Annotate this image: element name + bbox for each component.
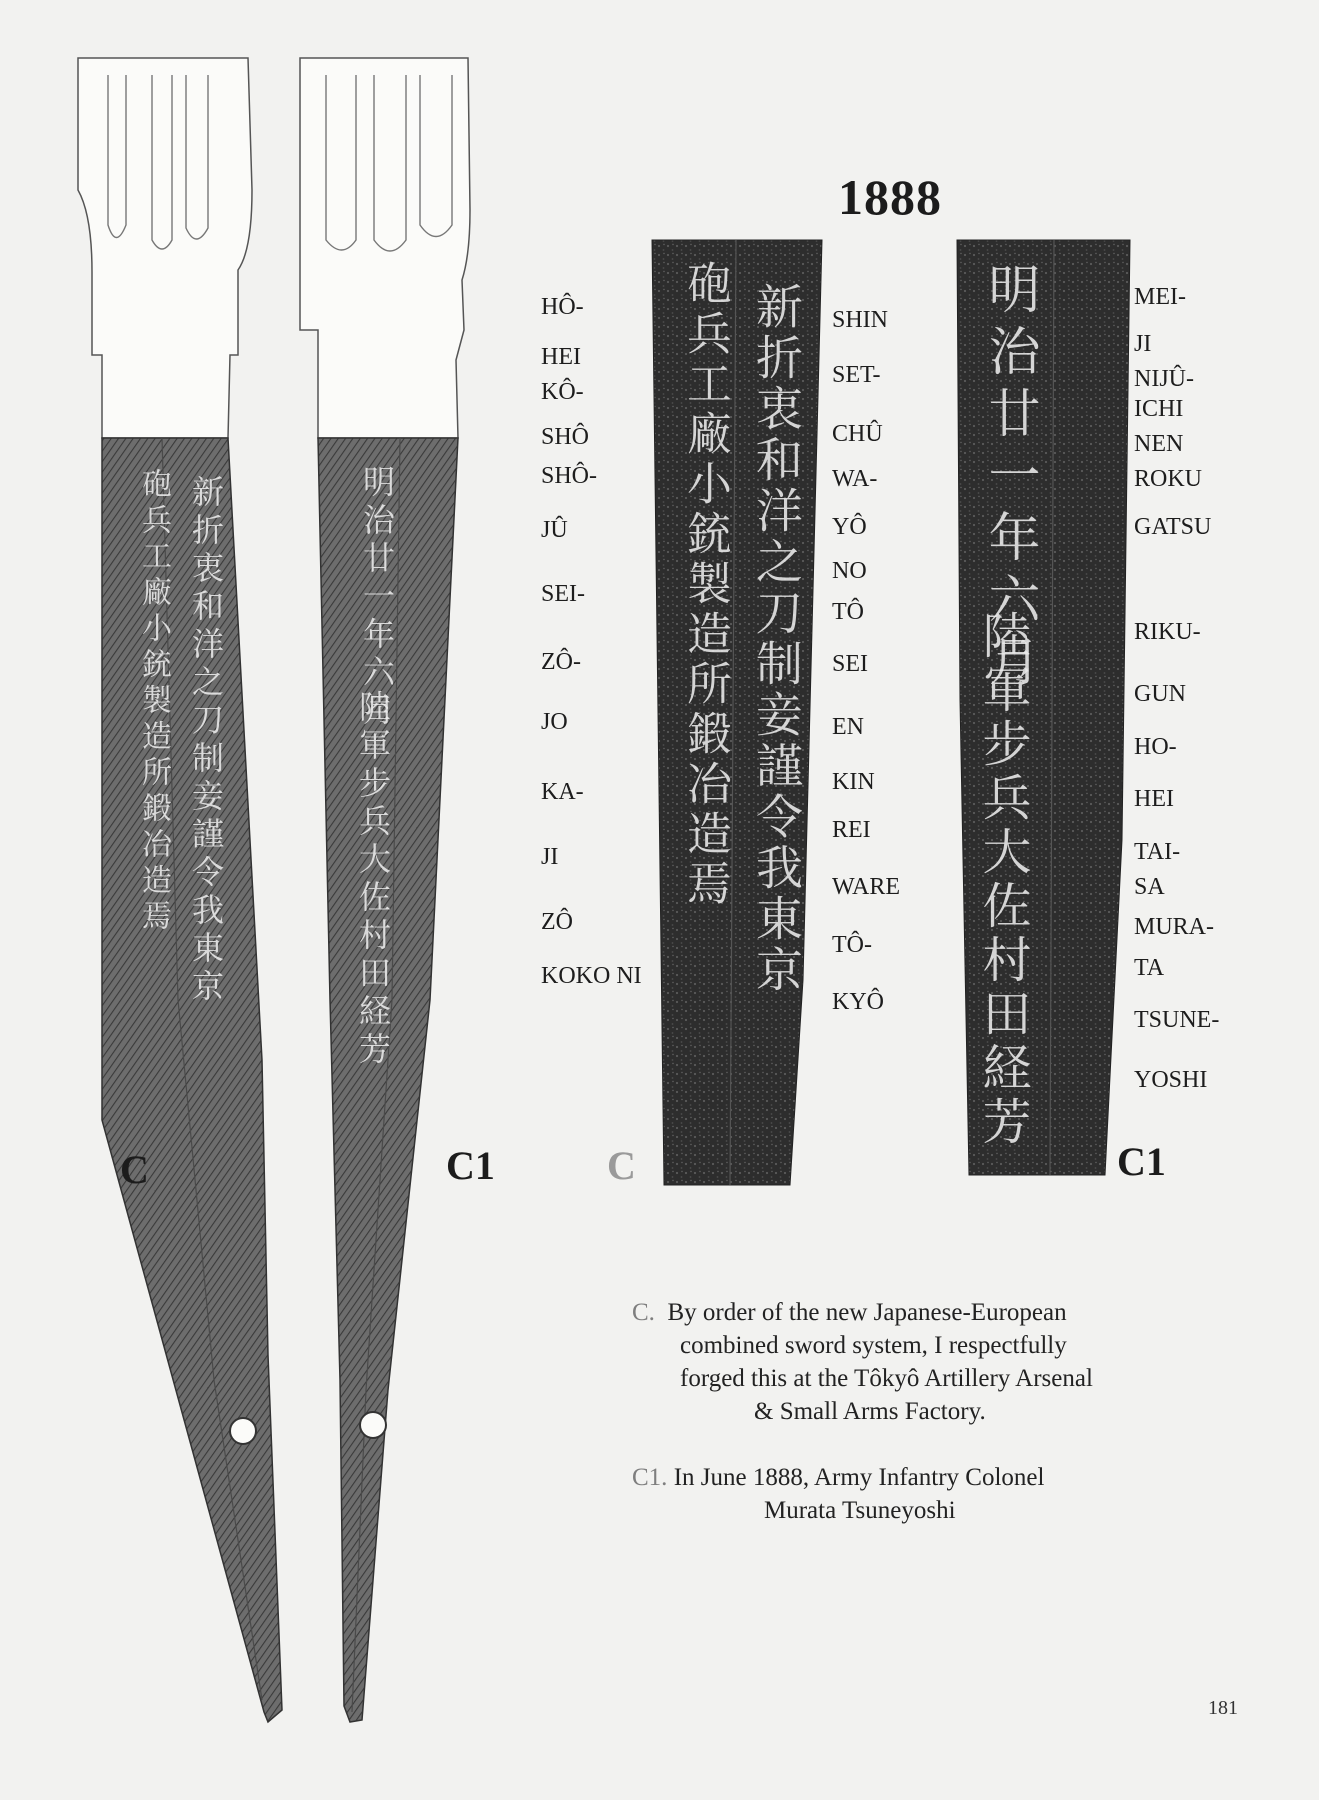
caption-c1 bbox=[632, 1461, 1152, 1527]
c-rubbing-right-column: 新折衷和洋之刀制妾謹令我東京 bbox=[748, 282, 803, 996]
mekugi-ana-c1 bbox=[360, 1412, 386, 1438]
caption-c-line: By order of the new Japanese-European bbox=[667, 1299, 1067, 1326]
label-tang-c1: C1 bbox=[446, 1143, 495, 1188]
caption-c-line: combined sword system, I respectfully bbox=[680, 1332, 1067, 1359]
reading-c1: HEI bbox=[1134, 786, 1174, 812]
c-inscription-right-tang: 新折衷和洋之刀制妾謹令我東京 bbox=[187, 475, 225, 1007]
reading-c-outer: SEI- bbox=[541, 581, 585, 607]
reading-c1: TSUNE- bbox=[1134, 1007, 1220, 1033]
c1-inscription-name-tang: 陸軍步兵大佐村田経芳 bbox=[354, 690, 392, 1070]
reading-c-outer: KA- bbox=[541, 779, 584, 805]
reading-c-inner: WARE bbox=[832, 874, 900, 900]
reading-c1: MEI- bbox=[1134, 284, 1186, 310]
reading-c-outer: JI bbox=[541, 844, 559, 870]
reading-c-inner: SEI bbox=[832, 651, 868, 677]
reading-c-inner: SHIN bbox=[832, 307, 889, 333]
reading-c1: NIJÛ- bbox=[1134, 366, 1194, 392]
reading-c-outer: HÔ- bbox=[541, 294, 584, 320]
c-inscription-left-tang: 砲兵工廠小銃製造所鍛冶造焉 bbox=[136, 468, 171, 936]
reading-c-inner: TÔ bbox=[832, 599, 864, 625]
reading-c1: TAI- bbox=[1134, 839, 1181, 865]
reading-c1: TA bbox=[1134, 955, 1165, 981]
reading-c1: ROKU bbox=[1134, 466, 1203, 492]
reading-c1: GATSU bbox=[1134, 514, 1212, 540]
label-rubbing-c: C bbox=[607, 1143, 636, 1188]
reading-c-inner: REI bbox=[832, 817, 871, 843]
reading-c1: GUN bbox=[1134, 681, 1186, 707]
reading-c1: MURA- bbox=[1134, 914, 1215, 940]
reading-c-outer: KOKO NI bbox=[541, 963, 642, 989]
reading-c-outer: SHÔ bbox=[541, 424, 590, 450]
caption-c1-tag: C1. bbox=[632, 1464, 668, 1491]
label-rubbing-c1: C1 bbox=[1117, 1139, 1166, 1184]
reading-c-outer: ZÔ- bbox=[541, 649, 581, 675]
year-heading: 1888 bbox=[838, 169, 942, 225]
reading-c-outer: ZÔ bbox=[541, 909, 573, 935]
reading-c-outer: JÛ bbox=[541, 517, 568, 543]
c-rubbing-left-column: 砲兵工廠小銃製造所鍛冶造焉 bbox=[679, 260, 732, 910]
caption-c1-line: Murata Tsuneyoshi bbox=[764, 1497, 956, 1524]
reading-c-inner: EN bbox=[832, 714, 864, 740]
page-number: 181 bbox=[1208, 1697, 1238, 1719]
caption-c bbox=[632, 1296, 1152, 1428]
reading-c-outer: SHÔ- bbox=[541, 463, 598, 489]
reading-c-inner: KIN bbox=[832, 769, 875, 795]
reading-c1: RIKU- bbox=[1134, 619, 1201, 645]
reading-c1: NEN bbox=[1134, 431, 1184, 457]
reading-c-outer: HEI bbox=[541, 344, 581, 370]
reading-c-inner: YÔ bbox=[832, 514, 867, 540]
reading-c1: HO- bbox=[1134, 734, 1177, 760]
tang-c-drawing bbox=[78, 58, 282, 1722]
caption-c-line: & Small Arms Factory. bbox=[754, 1398, 986, 1425]
c1-inscription-date-tang: 明治廿一年六月 bbox=[358, 465, 396, 731]
c1-rubbing-date-column: 明治廿一年六月 bbox=[979, 262, 1039, 696]
reading-c-outer: KÔ- bbox=[541, 379, 584, 405]
reading-c1: JI bbox=[1134, 331, 1152, 357]
c1-rubbing-name-column: 陸軍步兵大佐村田経芳 bbox=[975, 610, 1032, 1150]
reading-c-inner: WA- bbox=[832, 466, 878, 492]
reading-c-inner: KYÔ bbox=[832, 989, 884, 1015]
mekugi-ana-c bbox=[230, 1418, 256, 1444]
caption-c-tag: C. bbox=[632, 1299, 655, 1326]
reading-c-inner: TÔ- bbox=[832, 932, 872, 958]
reading-c-outer: JO bbox=[541, 709, 568, 735]
reading-c-inner: CHÛ bbox=[832, 421, 883, 447]
reading-c1: YOSHI bbox=[1134, 1067, 1208, 1093]
reading-c-inner: NO bbox=[832, 558, 867, 584]
caption-c1-line: In June 1888, Army Infantry Colonel bbox=[673, 1464, 1045, 1491]
caption-c-line: forged this at the Tôkyô Artillery Arsenal bbox=[680, 1365, 1093, 1392]
reading-c-inner: SET- bbox=[832, 362, 881, 388]
label-tang-c: C bbox=[120, 1147, 149, 1192]
reading-c1: ICHI bbox=[1134, 396, 1184, 422]
reading-c1: SA bbox=[1134, 874, 1165, 900]
